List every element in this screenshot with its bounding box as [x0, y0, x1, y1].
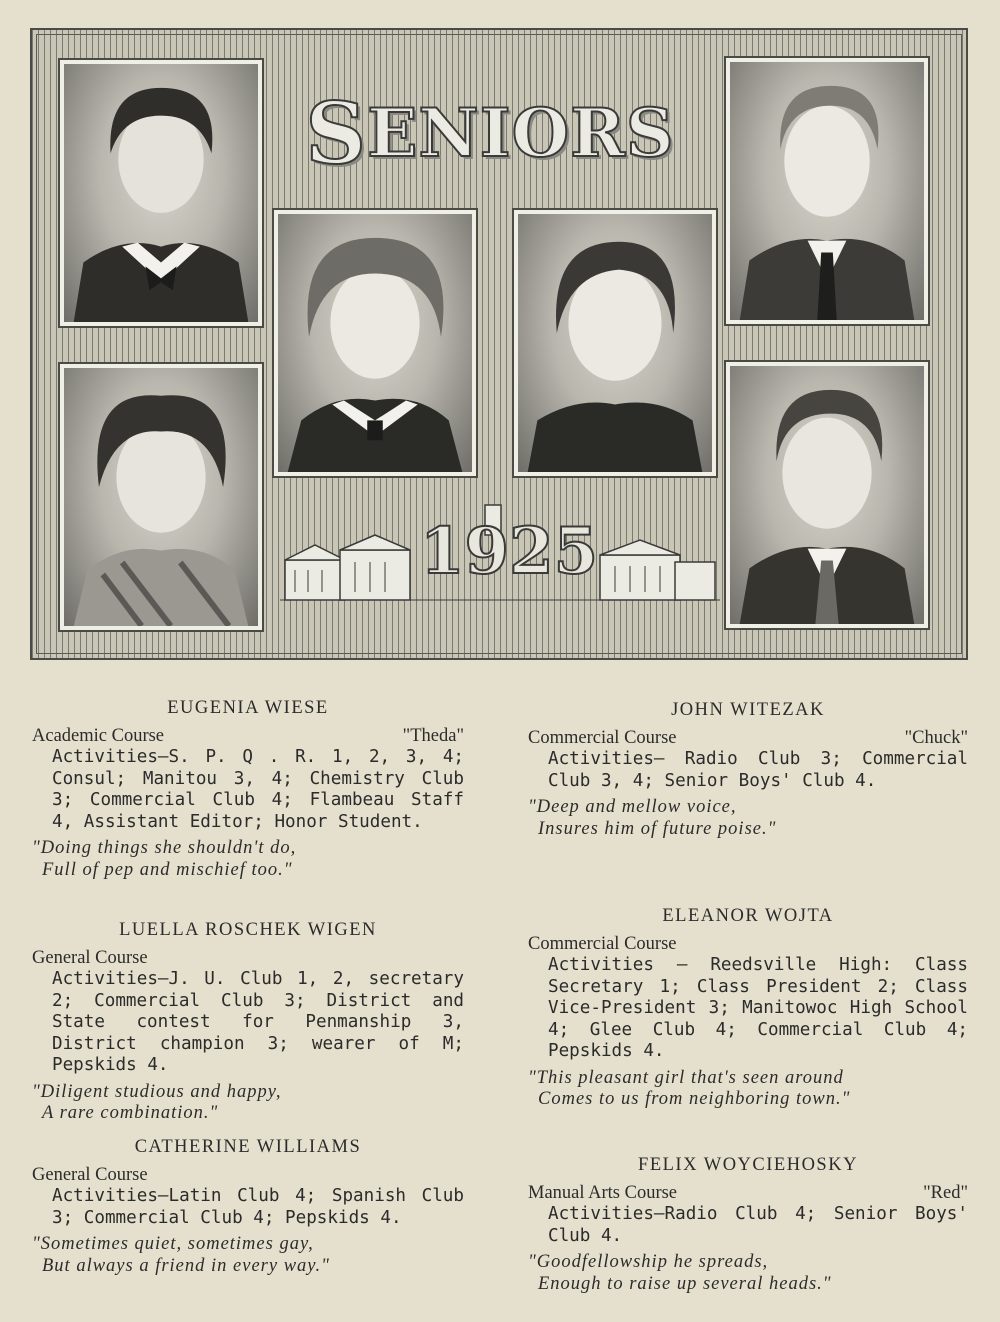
course: General Course	[32, 1164, 148, 1185]
portrait-photo	[278, 214, 472, 472]
portrait-eugenia-wiese	[58, 58, 264, 328]
activities: Activities — Reedsville High: Class Secretary 1; Class President 2; Class Vice-President 3; Manitowoc High School 4; Glee Club 4; Commercial Club 4; Pepskids 4.	[548, 955, 968, 1061]
nickname: "Red"	[923, 1182, 968, 1203]
quote-line-2: But always a friend in every way."	[42, 1255, 330, 1276]
quote-line-2: Enough to raise up several heads."	[538, 1273, 832, 1294]
senior-name: FELIX WOYCIEHOSKY	[638, 1155, 858, 1175]
course: Commercial Course	[528, 727, 677, 748]
course: General Course	[32, 947, 148, 968]
course-row	[528, 934, 968, 956]
senior-entry	[32, 920, 464, 1125]
senior-name: EUGENIA WIESE	[167, 698, 329, 718]
senior-entry	[32, 1137, 464, 1277]
portrait-catherine-williams	[272, 208, 478, 478]
quote-line-2: Full of pep and mischief too."	[42, 859, 293, 880]
quote	[32, 1082, 464, 1125]
portrait-john-witezak	[724, 56, 930, 326]
quote-line-2: A rare combination."	[42, 1103, 219, 1123]
quote	[32, 838, 464, 881]
quote-line-2: Insures him of future poise."	[538, 818, 777, 839]
course: Commercial Course	[528, 933, 677, 954]
quote-line-1: "This pleasant girl that's seen around	[528, 1067, 844, 1088]
portrait-photo	[518, 214, 712, 472]
quote-line-2: Comes to us from neighboring town."	[538, 1089, 851, 1109]
portrait-luella-roschek-wigen	[58, 362, 264, 632]
senior-name: LUELLA ROSCHEK WIGEN	[119, 920, 377, 940]
quote-line-1: "Goodfellowship he spreads,	[528, 1252, 769, 1272]
course-row	[32, 948, 464, 970]
quote-line-1: "Sometimes quiet, sometimes gay,	[32, 1234, 314, 1254]
course: Academic Course	[32, 725, 165, 746]
quote	[32, 1234, 464, 1277]
quote-line-1: "Doing things she shouldn't do,	[32, 838, 297, 858]
portrait-eleanor-wojta	[512, 208, 718, 478]
portrait-photo	[64, 368, 258, 626]
activities: Activities—Latin Club 4; Spanish Club 3; Commercial Club 4; Pepskids 4.	[52, 1186, 464, 1228]
activities: Activities—S. P. Q . R. 1, 2, 3, 4; Consul; Manitou 3, 4; Chemistry Club 3; Commercial Club 4; Flambeau Staff 4, Assistant Editor; Honor Student.	[52, 747, 464, 832]
senior-entry	[528, 906, 968, 1111]
year-illustration	[280, 500, 720, 610]
quote-line-1: "Deep and mellow voice,	[528, 797, 737, 817]
senior-entry	[528, 1155, 968, 1295]
senior-name: CATHERINE WILLIAMS	[134, 1137, 362, 1157]
activities: Activities—Radio Club 4; Senior Boys' Club 4.	[548, 1204, 968, 1246]
course-row	[32, 726, 464, 748]
senior-entry	[32, 698, 464, 881]
activities: Activities—J. U. Club 1, 2, secretary 2; Commercial Club 3; District and State contest for Penmanship 3, District champion 3; wearer of M; Pepskids 4.	[52, 969, 464, 1075]
nickname: "Chuck"	[904, 727, 968, 748]
portrait-photo	[64, 64, 258, 322]
quote-line-1: "Diligent studious and happy,	[32, 1081, 282, 1102]
course-row	[528, 728, 968, 750]
senior-entry	[528, 700, 968, 840]
course-row	[32, 1165, 464, 1187]
quote	[528, 797, 968, 840]
portrait-photo	[730, 366, 924, 624]
quote	[528, 1252, 968, 1295]
portrait-photo	[730, 62, 924, 320]
course: Manual Arts Course	[528, 1182, 678, 1203]
quote	[528, 1068, 968, 1111]
senior-name: JOHN WITEZAK	[671, 700, 825, 720]
nickname: "Theda"	[402, 725, 464, 746]
year-label: 1925	[420, 514, 599, 589]
course-row	[528, 1183, 968, 1205]
activities: Activities— Radio Club 3; Commercial Club 3, 4; Senior Boys' Club 4.	[548, 749, 968, 791]
title-first-letter: S	[305, 83, 368, 183]
title-rest: ENIORS	[367, 94, 675, 172]
portrait-felix-woyciehosky	[724, 360, 930, 630]
page-title	[280, 66, 700, 200]
senior-name: ELEANOR WOJTA	[662, 906, 834, 926]
